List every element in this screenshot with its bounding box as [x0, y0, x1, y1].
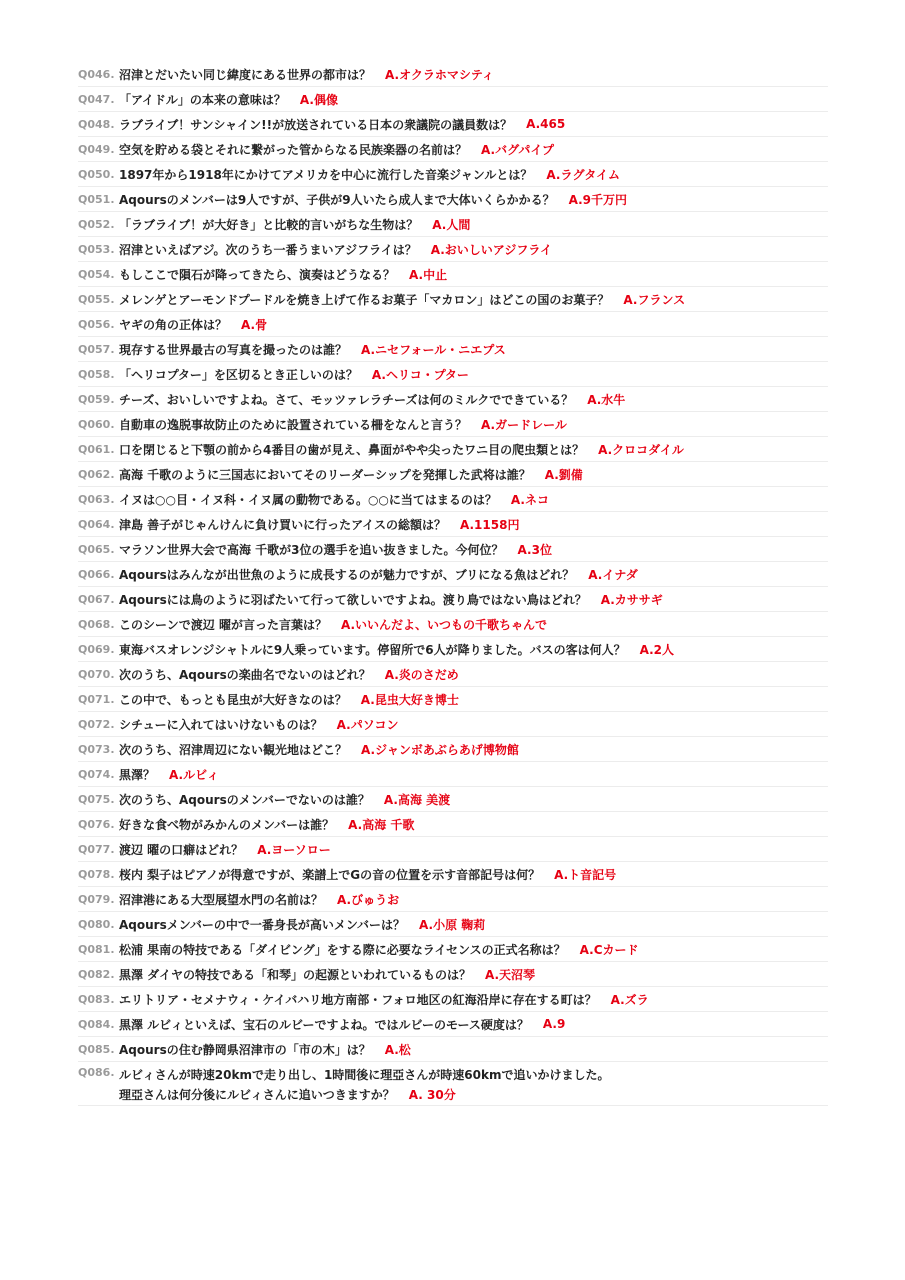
quiz-row	[78, 862, 828, 887]
question-text: 黒澤 ダイヤの特技である「和琴」の起源といわれているものは？	[119, 967, 471, 982]
answer-text: A.3位	[517, 542, 552, 557]
question-number: Q047.	[78, 92, 115, 106]
question-number: Q049.	[78, 142, 115, 156]
question-text: ラブライブ！サンシャイン!!が放送されている日本の衆議院の議員数は？	[119, 117, 513, 132]
question-number: Q062.	[78, 467, 115, 481]
answer-text: A.昆虫大好き博士	[360, 692, 459, 707]
answer-text: A. 30分	[408, 1088, 456, 1102]
quiz-row	[78, 212, 828, 237]
answer-text: A.松	[384, 1042, 411, 1057]
question-text: メレンゲとアーモンドプードルを焼き上げて作るお菓子「マカロン」はどこの国のお菓子？	[119, 292, 610, 307]
quiz-row	[78, 437, 828, 462]
question-number: Q058.	[78, 367, 115, 381]
question-text: 空気を貯める袋とそれに繋がった管からなる民族楽器の名前は？	[119, 142, 468, 157]
question-number: Q055.	[78, 292, 115, 306]
question-text: この中で、もっとも昆虫が大好きなのは？	[119, 692, 347, 707]
answer-text: A.びゅうお	[337, 892, 400, 907]
question-number: Q066.	[78, 567, 115, 581]
quiz-row	[78, 987, 828, 1012]
answer-text: A.バグパイプ	[481, 142, 555, 157]
quiz-row	[78, 1012, 828, 1037]
question-line-1: ルビィさんが時速20kmで走り出し、1時間後に理亞さんが時速60kmで追いかけました。	[119, 1068, 610, 1082]
quiz-row	[78, 637, 828, 662]
question-number: Q064.	[78, 517, 115, 531]
quiz-row	[78, 562, 828, 587]
answer-text: A.1158円	[459, 517, 520, 532]
quiz-row	[78, 162, 828, 187]
quiz-row	[78, 262, 828, 287]
question-number: Q084.	[78, 1017, 115, 1031]
quiz-row	[78, 962, 828, 987]
answer-text: A.フランス	[623, 292, 686, 307]
answer-text: A.劉備	[544, 467, 583, 482]
question-number: Q072.	[78, 717, 115, 731]
answer-text: A.いいんだよ、いつもの千歌ちゃんで	[340, 617, 548, 632]
question-number: Q061.	[78, 442, 115, 456]
quiz-row	[78, 737, 828, 762]
question-text: 次のうち、Aqoursの楽曲名でないのはどれ？	[119, 667, 371, 682]
question-number: Q050.	[78, 167, 115, 181]
question-number: Q081.	[78, 942, 115, 956]
question-text: 沼津港にある大型展望水門の名前は？	[119, 892, 324, 907]
answer-text: A.イナダ	[588, 567, 638, 582]
answer-text: A.天沼琴	[484, 967, 536, 982]
question-text: 黒澤 ルビィといえば、宝石のルビーですよね。ではルビーのモース硬度は？	[119, 1017, 529, 1032]
question-text: 津島 善子がじゃんけんに負け買いに行ったアイスの総額は？	[119, 517, 446, 532]
question-text: 「アイドル」の本来の意味は？	[119, 92, 286, 107]
quiz-list	[78, 62, 828, 1106]
quiz-row	[78, 187, 828, 212]
quiz-row	[78, 662, 828, 687]
answer-text: A.高海 美渡	[383, 792, 451, 807]
question-number: Q054.	[78, 267, 115, 281]
answer-text: A.ヘリコ・プター	[371, 367, 469, 382]
question-number: Q052.	[78, 217, 115, 231]
quiz-row	[78, 887, 828, 912]
question-text: 「ラブライブ！が大好き」と比較的言いがちな生物は？	[119, 217, 419, 232]
quiz-row	[78, 787, 828, 812]
question-text: 「ヘリコプター」を区切るとき正しいのは？	[119, 367, 358, 382]
question-text: このシーンで渡辺 曜が言った言葉は？	[119, 617, 327, 632]
answer-text: A.9千万円	[568, 192, 628, 207]
question-text: イヌは○○目・イヌ科・イヌ属の動物である。○○に当てはまるのは？	[119, 492, 497, 507]
quiz-row	[78, 137, 828, 162]
answer-text: A.パソコン	[336, 717, 399, 732]
quiz-row	[78, 937, 828, 962]
answer-text: A.ジャンボあぶらあげ博物館	[361, 742, 519, 757]
question-text: Aqoursメンバーの中で一番身長が高いメンバーは？	[119, 917, 406, 932]
question-number: Q080.	[78, 917, 115, 931]
question-number: Q053.	[78, 242, 115, 256]
question-number: Q085.	[78, 1042, 115, 1056]
question-number: Q068.	[78, 617, 115, 631]
question-number: Q075.	[78, 792, 115, 806]
question-line-2-text: 理亞さんは何分後にルビィさんに追いつきますか？	[119, 1088, 395, 1102]
question-number: Q086.	[78, 1066, 115, 1079]
question-text: 沼津とだいたい同じ緯度にある世界の都市は？	[119, 67, 372, 82]
question-number: Q083.	[78, 992, 115, 1006]
question-text: 黒澤？	[119, 767, 156, 782]
answer-text: A.オクラホマシティ	[385, 67, 494, 82]
question-number: Q082.	[78, 967, 115, 981]
answer-text: A.465	[526, 117, 566, 131]
answer-text: A.ト音記号	[554, 867, 617, 882]
question-number: Q056.	[78, 317, 115, 331]
quiz-row	[78, 412, 828, 437]
quiz-row	[78, 1062, 828, 1106]
question-text: もしここで隕石が降ってきたら、演奏はどうなる？	[119, 267, 396, 282]
answer-text: A.ルビィ	[169, 767, 219, 782]
answer-text: A.ネコ	[510, 492, 549, 507]
question-text: Aqoursはみんなが出世魚のように成長するのが魅力ですが、ブリになる魚はどれ？	[119, 567, 575, 582]
question-text: 口を閉じると下顎の前から4番目の歯が見え、鼻面がやや尖ったワニ目の爬虫類とは？	[119, 442, 585, 457]
question-number: Q065.	[78, 542, 115, 556]
quiz-row	[78, 587, 828, 612]
quiz-row	[78, 812, 828, 837]
question-number: Q073.	[78, 742, 115, 756]
answer-text: A.炎のさだめ	[384, 667, 459, 682]
question-text: Aqoursのメンバーは9人ですが、子供が9人いたら成人まで大体いくらかかる？	[119, 192, 555, 207]
quiz-row	[78, 312, 828, 337]
question-number: Q060.	[78, 417, 115, 431]
question-text: 松浦 果南の特技である「ダイビング」をする際に必要なライセンスの正式名称は？	[119, 942, 566, 957]
quiz-row	[78, 1037, 828, 1062]
quiz-row	[78, 537, 828, 562]
question-number: Q071.	[78, 692, 115, 706]
quiz-row	[78, 912, 828, 937]
quiz-row	[78, 112, 828, 137]
question-text: 東海バスオレンジシャトルに9人乗っています。停留所で6人が降りました。バスの客は何人？	[119, 642, 626, 657]
question-text: シチューに入れてはいけないものは？	[119, 717, 323, 732]
question-number: Q074.	[78, 767, 115, 781]
quiz-row	[78, 237, 828, 262]
question-number: Q069.	[78, 642, 115, 656]
quiz-row	[78, 712, 828, 737]
question-number: Q046.	[78, 67, 115, 81]
question-text: Aqoursの住む静岡県沼津市の「市の木」は？	[119, 1042, 371, 1057]
quiz-row	[78, 337, 828, 362]
answer-text: A.偶像	[299, 92, 338, 107]
answer-text: A.クロコダイル	[598, 442, 684, 457]
quiz-row	[78, 612, 828, 637]
question-text	[119, 1066, 609, 1103]
answer-text: A.骨	[241, 317, 268, 332]
question-number: Q079.	[78, 892, 115, 906]
question-text: 渡辺 曜の口癖はどれ？	[119, 842, 244, 857]
answer-text: A.小原 鞠莉	[419, 917, 486, 932]
question-text: チーズ、おいしいですよね。さて、モッツァレラチーズは何のミルクでできている？	[119, 392, 574, 407]
question-text: 高海 千歌のように三国志においてそのリーダーシップを発揮した武将は誰？	[119, 467, 531, 482]
question-text: 自動車の逸脱事故防止のために設置されている柵をなんと言う？	[119, 417, 468, 432]
answer-text: A.ラグタイム	[546, 167, 621, 182]
answer-text: A.ガードレール	[481, 417, 567, 432]
question-number: Q076.	[78, 817, 115, 831]
quiz-row	[78, 487, 828, 512]
answer-text: A.水牛	[587, 392, 626, 407]
question-text: Aqoursには鳥のように羽ばたいて行って欲しいですよね。渡り鳥ではない鳥はどれ？	[119, 592, 587, 607]
quiz-row	[78, 362, 828, 387]
question-text: マラソン世界大会で高海 千歌が3位の選手を追い抜きました。今何位？	[119, 542, 504, 557]
quiz-row	[78, 87, 828, 112]
question-text: 好きな食べ物がみかんのメンバーは誰？	[119, 817, 335, 832]
answer-text: A.カササギ	[600, 592, 663, 607]
question-text: 沼津といえばアジ。次のうち一番うまいアジフライは？	[119, 242, 417, 257]
question-number: Q048.	[78, 117, 115, 131]
answer-text: A.高海 千歌	[348, 817, 415, 832]
question-number: Q063.	[78, 492, 115, 506]
question-text: 1897年から1918年にかけてアメリカを中心に流行した音楽ジャンルとは？	[119, 167, 533, 182]
question-line-2	[119, 1086, 609, 1103]
answer-text: A.Cカード	[579, 942, 639, 957]
quiz-row	[78, 387, 828, 412]
question-number: Q078.	[78, 867, 115, 881]
quiz-row	[78, 687, 828, 712]
answer-text: A.ヨーソロー	[257, 842, 331, 857]
answer-text: A.人間	[432, 217, 471, 232]
question-number: Q051.	[78, 192, 115, 206]
quiz-row	[78, 62, 828, 87]
question-text: エリトリア・セメナウィ・ケイバハリ地方南部・フォロ地区の紅海沿岸に存在する町は？	[119, 992, 597, 1007]
answer-text: A.おいしいアジフライ	[430, 242, 552, 257]
answer-text: A.ズラ	[610, 992, 649, 1007]
answer-text: A.9	[542, 1017, 566, 1031]
quiz-row	[78, 762, 828, 787]
quiz-row	[78, 462, 828, 487]
question-number: Q057.	[78, 342, 115, 356]
answer-text: A.ニセフォール・ニエプス	[361, 342, 506, 357]
question-number: Q077.	[78, 842, 115, 856]
question-text: 桜内 梨子はピアノが得意ですが、楽譜上でGの音の位置を示す音部記号は何？	[119, 867, 541, 882]
quiz-row	[78, 512, 828, 537]
question-text: 次のうち、沼津周辺にない観光地はどこ？	[119, 742, 348, 757]
quiz-row	[78, 837, 828, 862]
quiz-row	[78, 287, 828, 312]
question-number: Q070.	[78, 667, 115, 681]
question-text: 現存する世界最古の写真を撮ったのは誰？	[119, 342, 348, 357]
question-number: Q067.	[78, 592, 115, 606]
question-text: ヤギの角の正体は？	[119, 317, 228, 332]
question-text: 次のうち、Aqoursのメンバーでないのは誰？	[119, 792, 370, 807]
answer-text: A.中止	[409, 267, 448, 282]
question-number: Q059.	[78, 392, 115, 406]
answer-text: A.2人	[639, 642, 675, 657]
